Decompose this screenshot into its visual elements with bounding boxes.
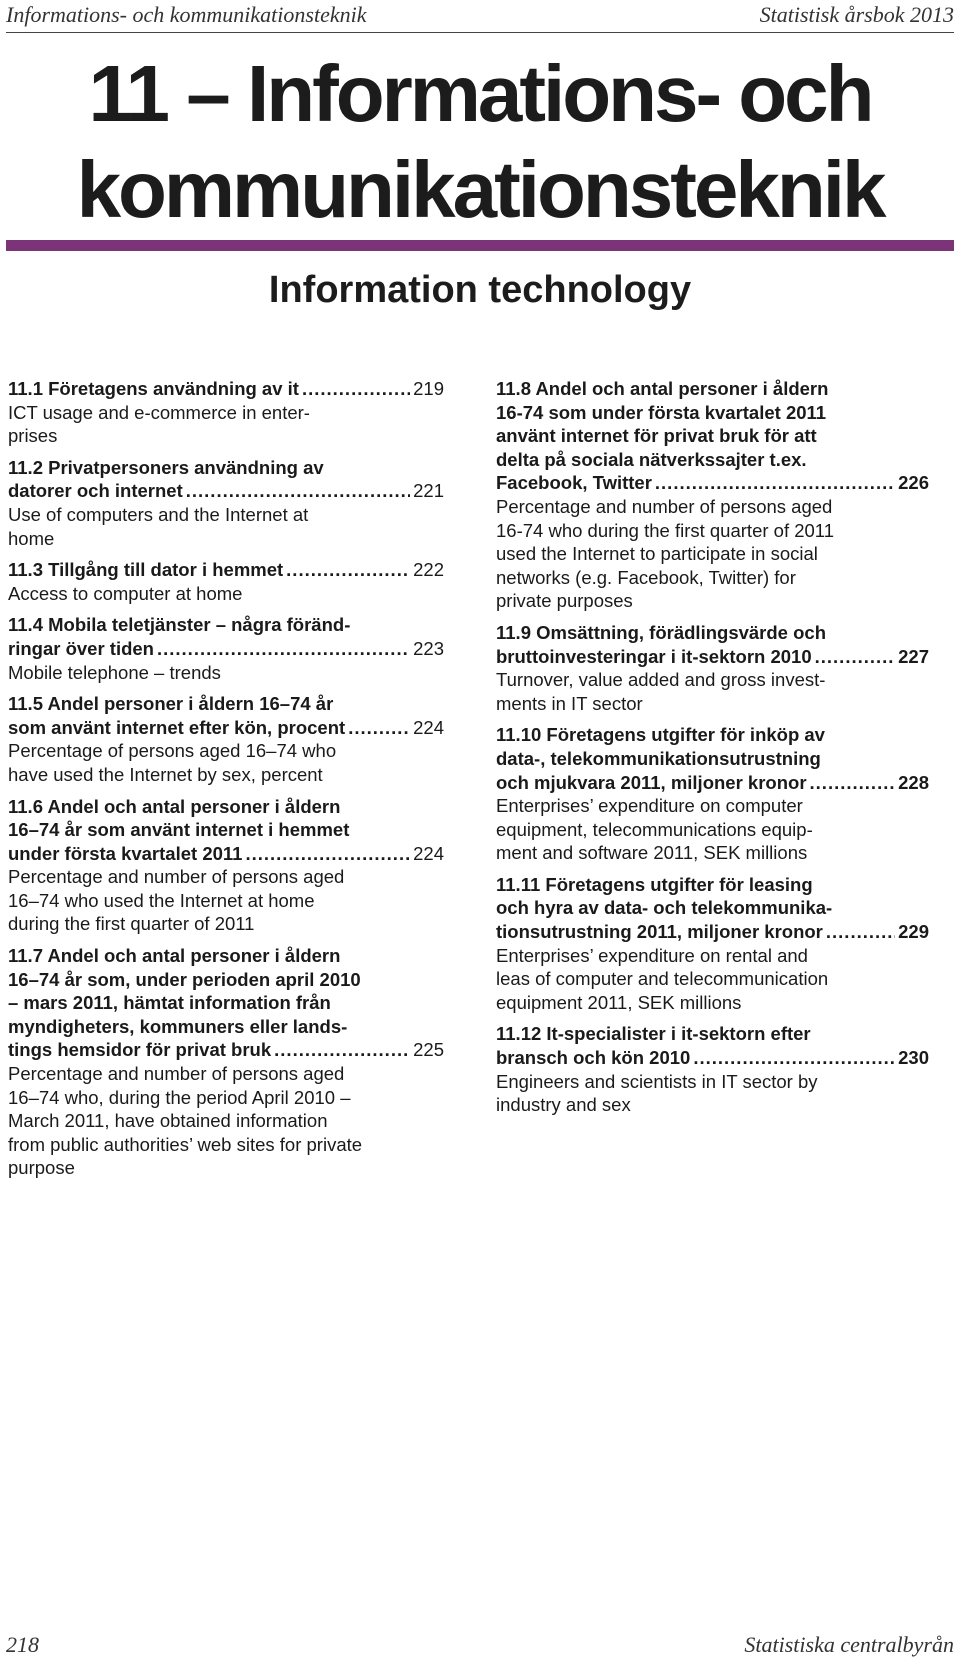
toc-entry-english-line: from public authorities’ web sites for private (8, 1133, 363, 1155)
toc-entry-title-text: och mjukvara 2011, miljoner kronor (496, 771, 807, 793)
toc-entry-english-line: used the Internet to participate in social (496, 543, 818, 565)
toc-entry-english-line: 16-74 who during the first quarter of 2011 (496, 519, 835, 541)
toc-entry-title-last-line (8, 1038, 444, 1062)
dot-leader (286, 558, 410, 582)
toc-entry-english-line: prises (8, 425, 58, 447)
toc-entry-title-last-line (496, 920, 929, 944)
toc-entry[interactable] (8, 692, 444, 786)
toc-entry-english-line: 16–74 who, during the period April 2010 – (8, 1086, 351, 1108)
toc-entry-title-text: som använt internet efter kön, procent (8, 716, 346, 738)
dot-leader (655, 471, 895, 495)
toc-entry-title-line: använt internet för privat bruk för att (496, 425, 817, 447)
toc-page-number: 221 (413, 480, 444, 502)
toc-entry-title-line: – mars 2011, hämtat information från (8, 992, 331, 1014)
toc-entry-title-line: 16-74 som under första kvartalet 2011 (496, 401, 827, 423)
toc-entry-title-line: 16–74 år som använt internet i hemmet (8, 819, 350, 841)
toc-entry-title-line: 11.12 It-specialister i it-sektorn efter (496, 1023, 811, 1045)
dot-leader (810, 771, 896, 795)
toc-entry-title-line: 11.4 Mobila teletjänster – några föränd- (8, 614, 351, 636)
toc-entry-title-last-line (8, 479, 444, 503)
toc-entry-english-line: industry and sex (496, 1094, 631, 1116)
toc-entry-english-line: ment and software 2011, SEK millions (496, 842, 808, 864)
toc-entry-english-line: networks (e.g. Facebook, Twitter) for (496, 566, 796, 588)
dot-leader (348, 716, 410, 740)
toc-entry-title-line: 11.10 Företagens utgifter för inköp av (496, 724, 825, 746)
toc-page-number: 223 (413, 637, 444, 659)
chapter-subtitle: Information technology (268, 269, 692, 311)
toc-entry-english-line: equipment, telecommunications equip- (496, 818, 813, 840)
toc-entry-title-line: 16–74 år som, under perioden april 2010 (8, 968, 361, 990)
accent-rule (6, 240, 954, 251)
dot-leader (157, 637, 410, 661)
toc-entry-title-text: bruttoinvesteringar i it-sektorn 2010 (496, 645, 812, 667)
toc-entry[interactable] (8, 377, 444, 448)
toc-entry-english-line: leas of computer and telecommunication (496, 968, 829, 990)
chapter-title (10, 46, 950, 238)
toc-entry-english-line: ICT usage and e-commerce in enter- (8, 401, 310, 423)
toc-entry-english-line: Percentage of persons aged 16–74 who (8, 740, 337, 762)
toc-entry-english-line: Percentage and number of persons aged (496, 495, 833, 517)
toc-entry-english-line: Engineers and scientists in IT sector by (496, 1070, 818, 1092)
toc-entry-title-line: 11.6 Andel och antal personer i åldern (8, 795, 341, 817)
toc-entry-english-line: have used the Internet by sex, percent (8, 763, 323, 785)
toc-entry-title-text: tionsutrustning 2011, miljoner kronor (496, 921, 823, 943)
toc-page-number: 226 (898, 472, 929, 494)
toc-page-number: 229 (898, 921, 929, 943)
toc-entry-english-line: Percentage and number of persons aged (8, 866, 345, 888)
toc-entry-title-line: 11.5 Andel personer i åldern 16–74 år (8, 693, 334, 715)
toc-entry-title-line: data-, telekommunikationsutrustning (496, 747, 821, 769)
toc-entry-title-last-line (8, 716, 444, 740)
toc-column-right (496, 377, 929, 1125)
toc-entry-title-line: 11.8 Andel och antal personer i åldern (496, 378, 829, 399)
toc-page-number: 225 (413, 1039, 444, 1061)
dot-leader (302, 377, 410, 401)
toc-page-number: 219 (413, 378, 444, 399)
toc-entry-title-last-line (496, 771, 929, 795)
toc-entry-english-line: Enterprises’ expenditure on computer (496, 795, 803, 817)
toc-entry-english-line: ments in IT sector (496, 692, 643, 714)
toc-entry[interactable] (496, 723, 929, 865)
toc-entry[interactable] (496, 621, 929, 715)
toc-entry-english-line: Turnover, value added and gross invest- (496, 669, 826, 691)
toc-entry-title-line: 11.9 Omsättning, förädlingsvärde och (496, 621, 827, 643)
toc-entry[interactable] (8, 795, 444, 937)
toc-entry-english-line: during the first quarter of 2011 (8, 913, 255, 935)
dot-leader (693, 1046, 895, 1070)
footer-publisher: Statistiska centralbyrån (744, 1632, 954, 1657)
dot-leader (815, 645, 896, 669)
toc-entry[interactable] (8, 558, 444, 605)
toc-entry-english-line: Enterprises’ expenditure on rental and (496, 944, 808, 966)
toc-page-number: 227 (898, 645, 929, 667)
toc-entry-english-line: private purposes (496, 590, 633, 612)
toc-page-number: 228 (898, 771, 929, 793)
toc-entry-title-line: delta på sociala nätverkssajter t.ex. (496, 448, 807, 470)
toc-entry-title-line: 11.11 Företagens utgifter för leasing (496, 873, 813, 895)
toc-entry-title-text: bransch och kön 2010 (496, 1047, 691, 1069)
toc-entry-english-line: purpose (8, 1157, 75, 1179)
toc-column-left (8, 377, 444, 1188)
running-header (6, 0, 954, 33)
toc-entry-english-line: March 2011, have obtained information (8, 1110, 328, 1132)
toc-entry-title-text: under första kvartalet 2011 (8, 842, 243, 864)
header-publication: Statistisk årsbok 2013 (759, 2, 954, 27)
toc-entry-title-line: myndigheters, kommuners eller lands- (8, 1015, 348, 1037)
toc-entry-title-last-line (496, 645, 929, 669)
toc-entry-english-line: Access to computer at home (8, 582, 243, 604)
toc-entry-title-last-line (8, 377, 444, 401)
toc-entry[interactable] (496, 377, 929, 613)
toc-entry-title-text: 11.1 Företagens användning av it (8, 378, 299, 399)
toc-entry-english-line: home (8, 527, 55, 549)
header-chapter-name: Informations- och kommunikationsteknik (6, 2, 367, 27)
toc-entry-english-line: Percentage and number of persons aged (8, 1063, 345, 1085)
toc-entry[interactable] (8, 944, 444, 1180)
toc-entry-title-line: 11.7 Andel och antal personer i åldern (8, 945, 341, 967)
toc-page-number: 224 (413, 842, 444, 864)
toc-entry-title-text: datorer och internet (8, 480, 183, 502)
page-footer (6, 1626, 954, 1668)
footer-page-number: 218 (6, 1632, 39, 1657)
toc-entry-title-last-line (8, 558, 444, 582)
dot-leader (186, 479, 410, 503)
chapter-title-line-1: 11 – Informations- och (88, 49, 872, 138)
dot-leader (826, 920, 895, 944)
toc-entry[interactable] (496, 1022, 929, 1116)
toc-entry-title-text: ringar över tiden (8, 637, 154, 659)
toc-entry[interactable] (8, 613, 444, 684)
toc-entry-title-last-line (496, 1046, 929, 1070)
toc-entry-title-line: och hyra av data- och telekommunika- (496, 897, 833, 919)
toc-entry-title-last-line (8, 637, 444, 661)
toc-entry-title-text: 11.3 Tillgång till dator i hemmet (8, 559, 284, 581)
toc-entry-title-last-line (8, 842, 444, 866)
toc-entry-english-line: equipment 2011, SEK millions (496, 991, 742, 1013)
toc-entry[interactable] (8, 456, 444, 550)
chapter-title-line-2: kommunikationsteknik (76, 145, 884, 234)
toc-entry-english-line: Use of computers and the Internet at (8, 503, 309, 525)
toc-entry[interactable] (496, 873, 929, 1015)
toc-entry-english-line: Mobile telephone – trends (8, 661, 221, 683)
toc-entry-title-last-line (496, 471, 929, 495)
toc-page-number: 222 (413, 559, 444, 581)
toc-entry-title-line: 11.2 Privatpersoners användning av (8, 456, 324, 478)
toc-entry-english-line: 16–74 who used the Internet at home (8, 889, 315, 911)
dot-leader (274, 1038, 410, 1062)
dot-leader (245, 842, 410, 866)
toc-page-number: 224 (413, 716, 444, 738)
toc-page-number: 230 (898, 1047, 929, 1069)
toc-entry-title-text: Facebook, Twitter (496, 472, 652, 494)
toc-entry-title-text: tings hemsidor för privat bruk (8, 1039, 272, 1061)
